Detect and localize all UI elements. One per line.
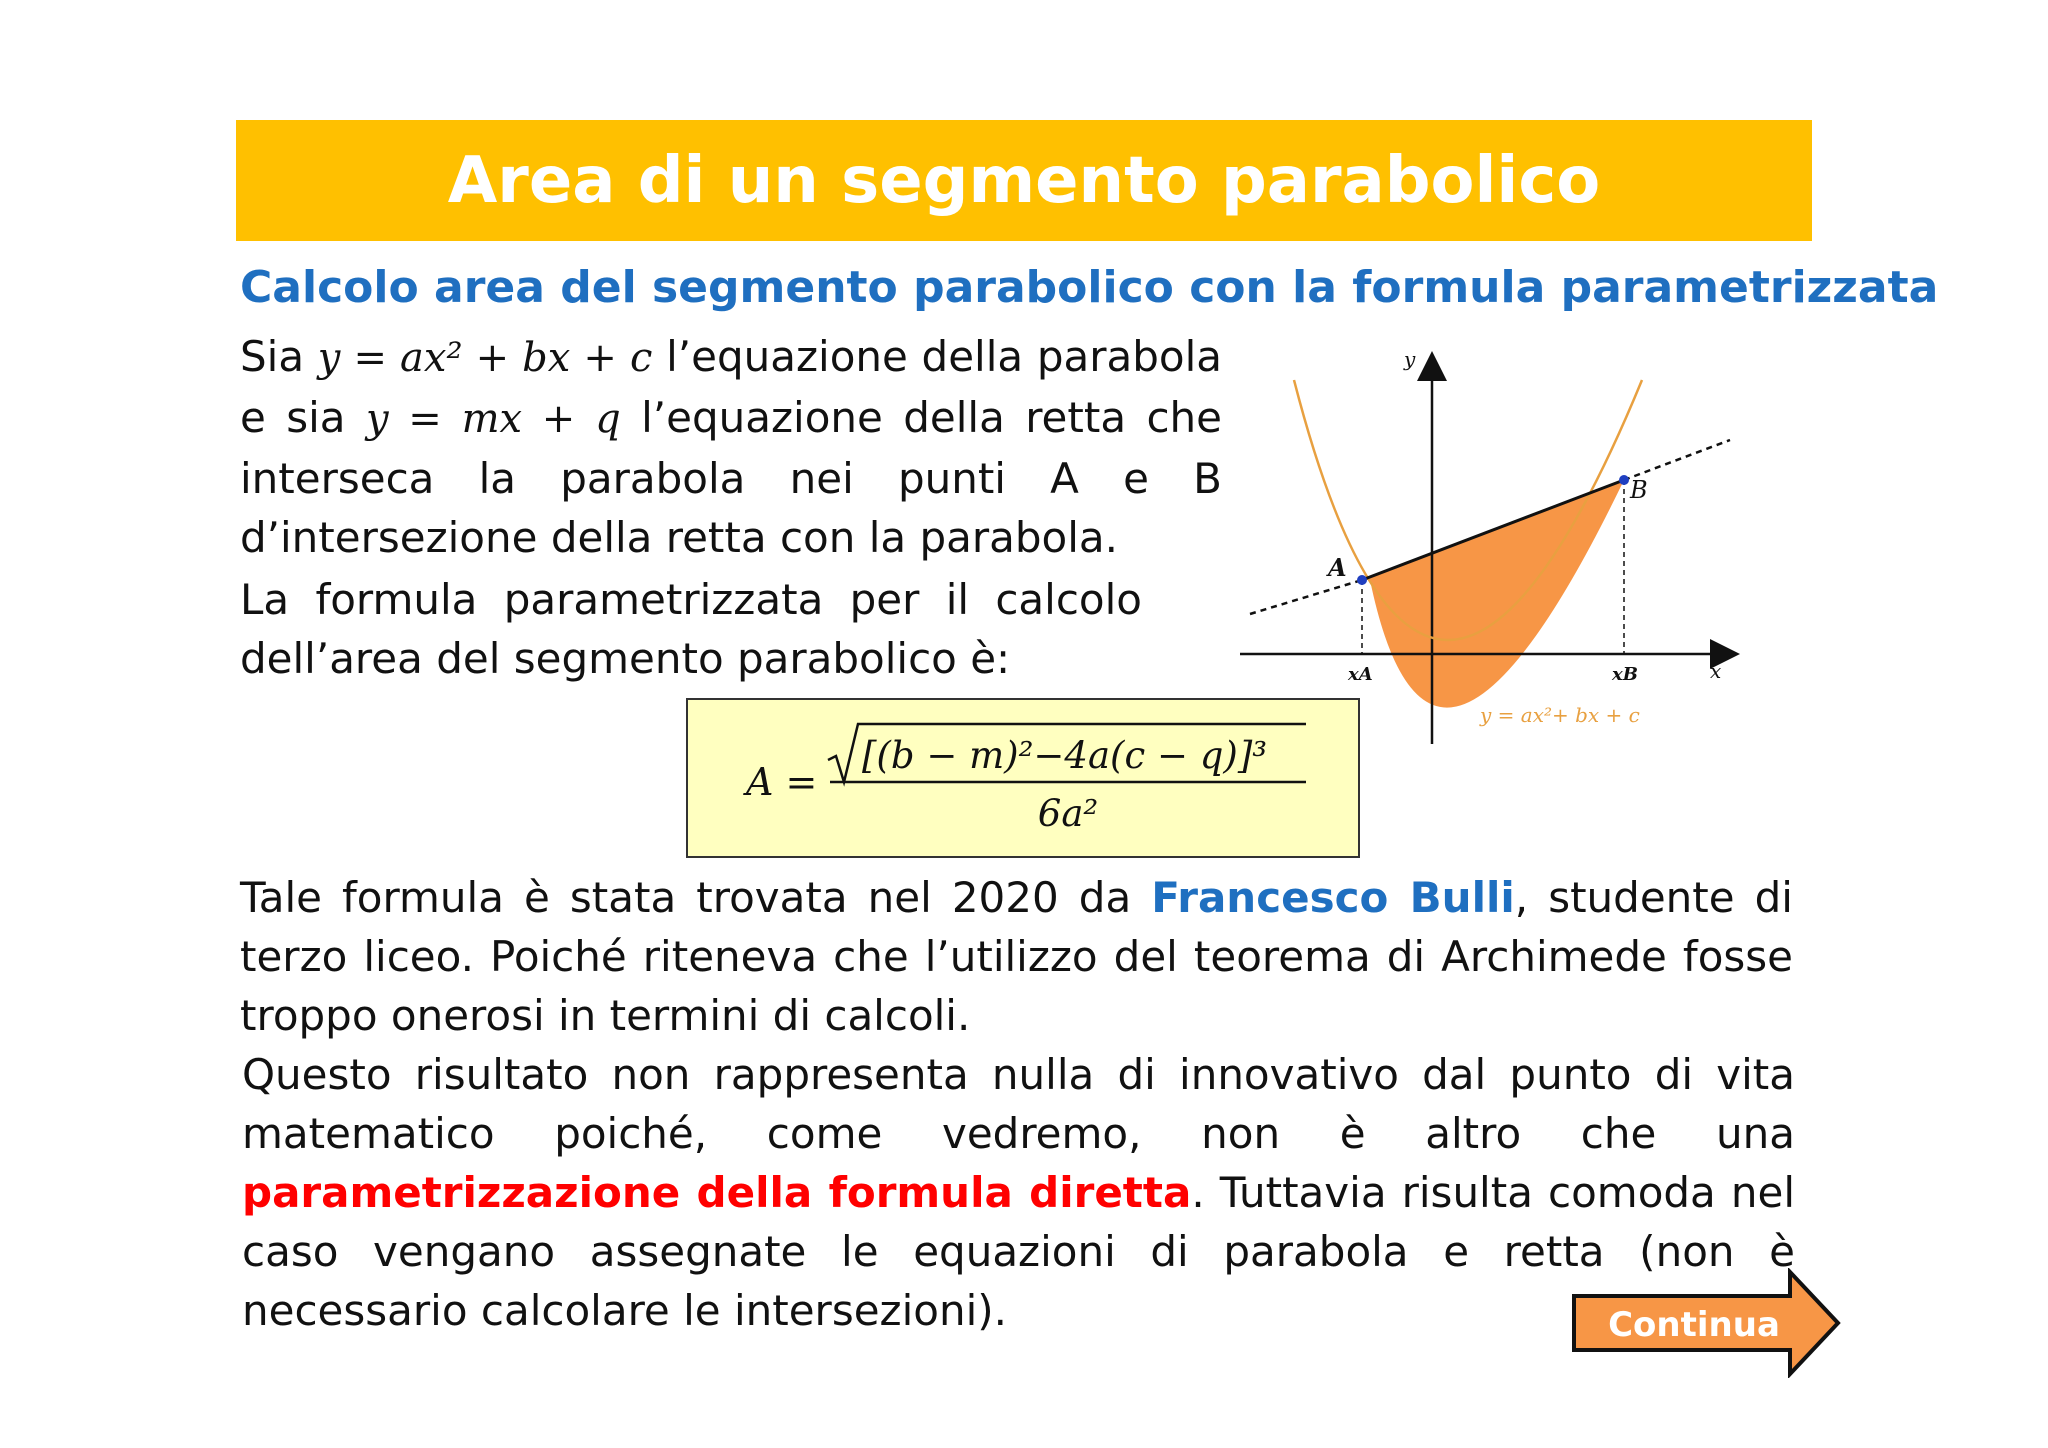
subtitle: Calcolo area del segmento parabolico con la formula parametrizzata [240,262,1939,313]
continue-label[interactable]: Continua [1608,1305,1780,1345]
page-title: Area di un segmento parabolico [447,143,1601,218]
discovery-text-b: , studente di terzo liceo. Poiché riteneva che l’utilizzo del teorema di Archimede fosse troppo onerosi in termini di calcoli. [240,873,1793,1040]
formula-lhs: A = [746,760,818,804]
xb-label: xB [1612,664,1638,685]
formula-denominator: 6a² [1037,792,1099,835]
line-ext-left [1250,580,1362,614]
explanation-text-b: . Tuttavia risulta comoda nel caso vengano assegnate le equazioni di parabola e retta (non è necessario calcolare le intersezioni). [242,1168,1795,1335]
intro-sia: Sia [240,332,305,381]
author-name: Francesco Bulli [1151,873,1515,922]
parabola-equation: y = ax² + bx + c [317,335,653,381]
explanation-text-a: Questo risultato non rappresenta nulla di innovativo dal punto di vita matematico poiché, come vedremo, non è altro che una [242,1050,1795,1158]
intro-text-b: l’equazione della retta che interseca la parabola nei punti A e B d’intersezione della retta con la parabola. [240,393,1223,562]
xa-label: xA [1348,664,1373,685]
title-bar [236,120,1812,241]
formula-intro-paragraph: La formula parametrizzata per il calcolo dell’area del segmento parabolico è: [240,575,1142,683]
point-a-label: A [1328,553,1347,582]
formula-numerator: [(b − m)²−4a(c − q)]³ [862,734,1268,777]
x-axis-label: x [1710,659,1722,683]
point-b-marker [1619,475,1629,485]
parabola-graph [1230,340,1750,760]
discovery-text-a: Tale formula è stata trovata nel 2020 da [240,873,1152,922]
parabolic-segment-fill [1362,480,1624,708]
intro-paragraph [240,327,1222,567]
y-axis-label: y [1404,347,1416,371]
highlight-text: parametrizzazione della formula diretta [242,1168,1192,1217]
line-equation: y = mx + q [365,396,621,442]
curve-label: y = ax²+ bx + c [1480,703,1640,727]
intro-text-a: l’equazione della parabola e sia [240,332,1223,442]
explanation-paragraph [242,1045,1795,1340]
point-b-label: B [1630,476,1648,504]
point-a-marker [1357,575,1367,585]
continue-button[interactable] [1570,1268,1844,1378]
line-ext-right [1624,440,1730,480]
discovery-paragraph [240,868,1793,1045]
